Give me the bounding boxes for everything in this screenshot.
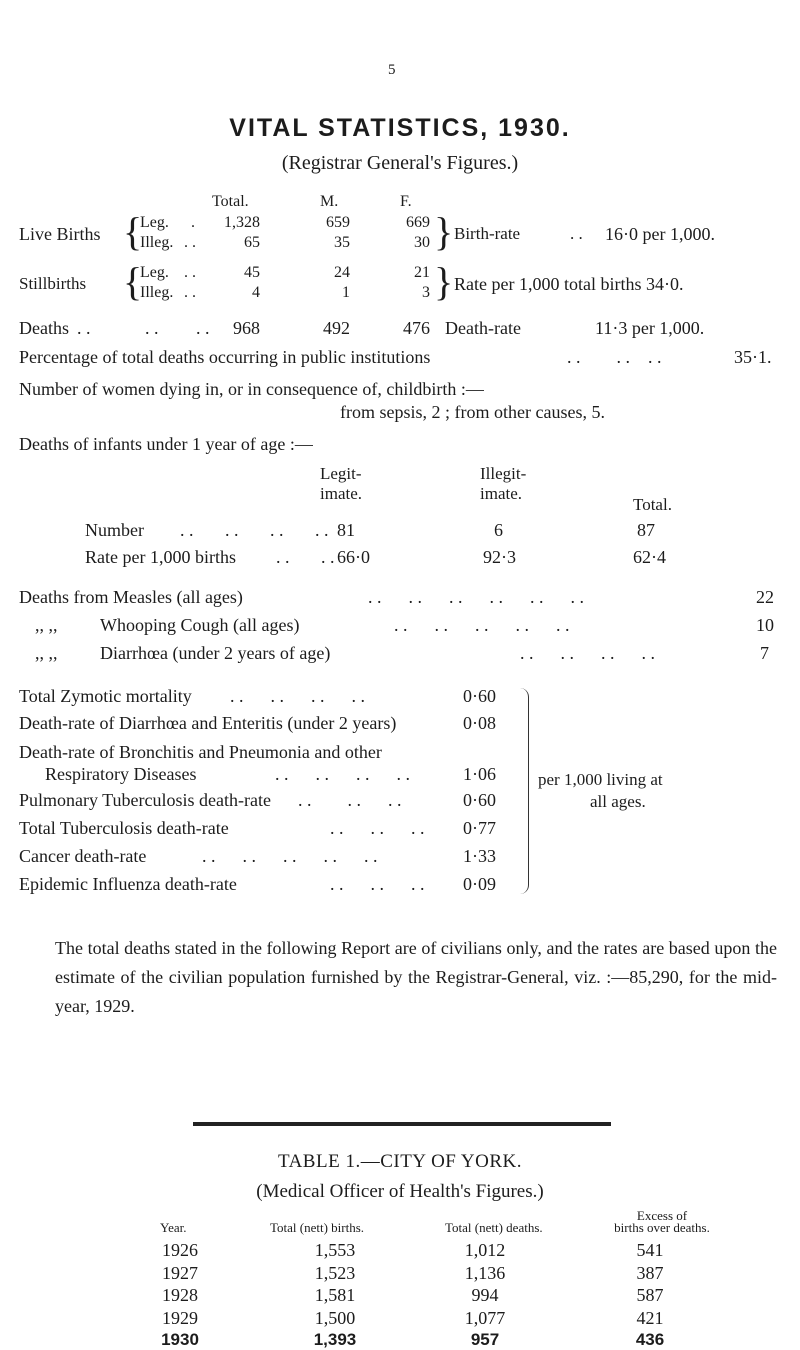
- left-brace-icon: {: [123, 209, 143, 254]
- col-legit-header-2: imate.: [320, 484, 363, 503]
- live-illeg-m: 35: [334, 234, 350, 251]
- rate-label: Respiratory Diseases: [45, 764, 197, 784]
- rate-label: Cancer death-rate: [19, 846, 147, 866]
- note-paragraph: The total deaths stated in the following Report are of civilians only, and the rates are based upon the estimate of the civilian population furnished by the Registrar-General, viz. :—85,290, for the mid-year, 1929.: [55, 938, 777, 1016]
- leg-label: Leg.: [140, 214, 169, 231]
- divider: [193, 1122, 611, 1126]
- infant-total: 62·4: [633, 547, 666, 567]
- live-leg-f: 669: [406, 214, 430, 231]
- table-year: 1927: [162, 1262, 198, 1283]
- live-leg-total: 1,328: [224, 214, 260, 231]
- col-legit-header: Legit-: [320, 464, 362, 483]
- col-total-header: Total.: [633, 495, 672, 514]
- rate-label: Total Zymotic mortality: [19, 686, 192, 706]
- brace-note-2: all ages.: [590, 792, 646, 811]
- ditto-marks: ,, ,,: [35, 615, 58, 635]
- table-deaths: 957: [470, 1330, 500, 1349]
- page-title: VITAL STATISTICS, 1930.: [229, 114, 571, 142]
- col-births-header: Total (nett) births.: [270, 1220, 365, 1235]
- deaths-label: Deaths: [19, 318, 69, 338]
- table-births: 1,523: [314, 1262, 356, 1283]
- right-brace-icon: }: [434, 209, 454, 254]
- table-year: 1926: [162, 1240, 198, 1260]
- table-births: 1,553: [314, 1240, 356, 1260]
- infant-row-label: Number: [85, 520, 144, 540]
- col-illegit-header: Illegit-: [480, 464, 527, 483]
- childbirth-label: Number of women dying in, or in consequence of, childbirth :—: [19, 379, 484, 399]
- death-rate-label: Death-rate: [445, 318, 521, 338]
- rate-label: Death-rate of Diarrhœa and Enteritis (under 2 years): [19, 713, 397, 733]
- birth-rate-label: Birth-rate: [454, 224, 521, 243]
- rate-value: 0·77: [463, 818, 496, 838]
- live-births-label: Live Births: [19, 224, 101, 244]
- table-births: 1,500: [314, 1307, 356, 1328]
- table1-title: TABLE 1.—CITY OF YORK.: [278, 1151, 522, 1172]
- table-births: 1,581: [314, 1285, 356, 1305]
- table-excess: 587: [636, 1285, 664, 1305]
- rate-value: 0·60: [463, 686, 496, 706]
- birth-rate-value: 16·0 per 1,000.: [605, 224, 715, 244]
- table-year: 1928: [162, 1285, 198, 1305]
- rate-value: 1·06: [463, 764, 496, 784]
- table1-subtitle: (Medical Officer of Health's Figures.): [256, 1181, 544, 1202]
- rate-value: 0·60: [463, 790, 496, 810]
- still-illeg-total: 4: [252, 284, 260, 301]
- infant-total: 87: [637, 520, 655, 540]
- table-deaths: 1,136: [464, 1262, 506, 1283]
- table-year: 1929: [162, 1307, 198, 1328]
- still-rate: Rate per 1,000 total births 34·0.: [454, 274, 684, 294]
- infant-illegit: 6: [494, 520, 503, 540]
- still-leg-f: 21: [414, 264, 430, 281]
- col-year-header: Year.: [160, 1220, 187, 1235]
- rate-label: Pulmonary Tuberculosis death-rate: [19, 790, 271, 810]
- right-brace-icon: [520, 688, 529, 894]
- live-illeg-total: 65: [244, 234, 260, 251]
- stillbirths-label: Stillbirths: [19, 274, 87, 293]
- rate-label: Epidemic Influenza death-rate: [19, 874, 237, 894]
- rate-label: Total Tuberculosis death-rate: [19, 818, 229, 838]
- table-excess: 387: [636, 1262, 664, 1283]
- leg-label: Leg.: [140, 264, 169, 281]
- rate-value: 1·33: [463, 846, 496, 866]
- illeg-label: Illeg.: [140, 234, 174, 251]
- infant-illegit: 92·3: [483, 547, 516, 567]
- col-m-header: M.: [320, 193, 339, 210]
- ditto-marks: ,, ,,: [35, 643, 58, 663]
- col-excess-header-2: births over deaths.: [614, 1220, 710, 1235]
- table-deaths: 994: [471, 1285, 499, 1305]
- death-rate-value: 11·3 per 1,000.: [595, 318, 705, 338]
- infant-legit: 66·0: [337, 547, 370, 567]
- disease-label: Diarrhœa (under 2 years of age): [100, 643, 331, 663]
- table-births: 1,393: [313, 1330, 357, 1349]
- rate-value: 0·09: [463, 874, 496, 894]
- rate-label: Death-rate of Bronchitis and Pneumonia and other: [19, 742, 382, 762]
- still-illeg-m: 1: [342, 284, 350, 301]
- disease-label: Whooping Cough (all ages): [100, 615, 300, 635]
- table-deaths: 1,077: [464, 1307, 506, 1328]
- col-excess-header: Excess of: [636, 1208, 688, 1223]
- still-illeg-f: 3: [422, 284, 430, 301]
- disease-value: 10: [756, 615, 774, 635]
- table-excess: 436: [635, 1330, 665, 1349]
- page-subtitle: (Registrar General's Figures.): [281, 152, 519, 174]
- still-leg-m: 24: [334, 264, 350, 281]
- live-illeg-f: 30: [414, 234, 430, 251]
- col-illegit-header-2: imate.: [480, 484, 523, 503]
- deaths-f: 476: [403, 318, 430, 338]
- public-institutions-value: 35·1.: [734, 347, 772, 367]
- col-deaths-header: Total (nett) deaths.: [445, 1220, 543, 1235]
- childbirth-detail: from sepsis, 2 ; from other causes, 5.: [340, 402, 605, 422]
- disease-label: Deaths from Measles (all ages): [19, 587, 243, 607]
- table-deaths: 1,012: [464, 1240, 506, 1260]
- table-excess: 541: [636, 1240, 664, 1260]
- infant-row-label: Rate per 1,000 births: [85, 547, 236, 567]
- brace-note: per 1,000 living at: [538, 770, 663, 789]
- table-excess: 421: [636, 1307, 664, 1328]
- col-total-header: Total.: [212, 193, 249, 210]
- still-leg-total: 45: [244, 264, 260, 281]
- disease-value: 22: [756, 587, 774, 607]
- right-brace-icon: }: [434, 259, 454, 304]
- deaths-total: 968: [233, 318, 260, 338]
- table-year: 1930: [161, 1330, 199, 1349]
- page-number: 5: [388, 62, 396, 78]
- disease-value: 7: [760, 643, 769, 663]
- live-leg-m: 659: [326, 214, 350, 231]
- public-institutions-label: Percentage of total deaths occurring in public institutions: [19, 347, 431, 367]
- deaths-m: 492: [323, 318, 350, 338]
- rate-value: 0·08: [463, 713, 496, 733]
- infants-heading: Deaths of infants under 1 year of age :—: [19, 434, 313, 454]
- illeg-label: Illeg.: [140, 284, 174, 301]
- infant-legit: 81: [337, 520, 355, 540]
- left-brace-icon: {: [123, 259, 143, 304]
- col-f-header: F.: [400, 193, 412, 210]
